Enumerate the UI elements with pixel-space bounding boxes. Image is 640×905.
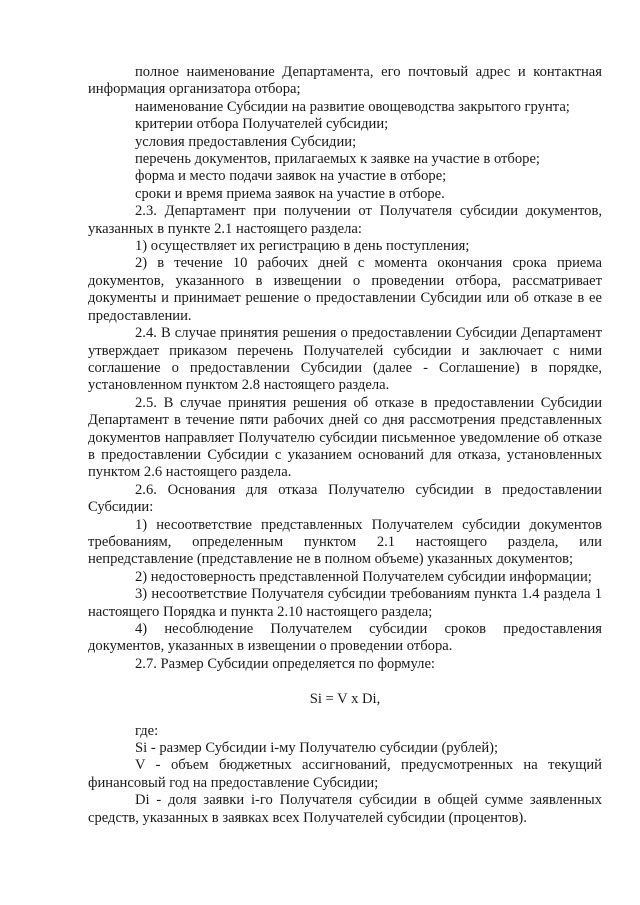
- paragraph-2-3: 2.3. Департамент при получении от Получателя субсидии документов, указанных в пункте 2.1 настоящего раздела:: [88, 203, 602, 237]
- paragraph-2-6-item-2: 2) недостоверность представленной Получателем субсидии информации;: [135, 568, 592, 585]
- paragraph-2-6-item-3: 3) несоответствие Получателя субсидии требованиям пункта 1.4 раздела 1 настоящего Порядка и пункта 2.10 настоящего раздела;: [88, 586, 602, 620]
- paragraph-documents-list: перечень документов, прилагаемых к заявке на участие в отборе;: [135, 151, 540, 168]
- paragraph-2-3-item-1: 1) осуществляет их регистрацию в день поступления;: [135, 238, 470, 255]
- paragraph-2-6: 2.6. Основания для отказа Получателю субсидии в предоставлении Субсидии:: [88, 481, 602, 516]
- paragraph-submission-time: сроки и время приема заявок на участие в отборе.: [135, 185, 445, 202]
- formula-def-di: Di - доля заявки i-го Получателя субсидии в общей сумме заявленных средств, указанных в заявках всех Получателей субсидии (процентов).: [88, 792, 602, 826]
- paragraph-2-6-item-1: 1) несоответствие представленных Получателем субсидии документов требованиям, определенным пунктом 2.1 настоящего раздела, или непредставление (представление не в полном объеме) указанных документов;: [88, 516, 602, 568]
- paragraph-2-5: 2.5. В случае принятия решения об отказе в предоставлении Субсидии Департамент в течение пяти рабочих дней со дня рассмотрения представленных документов направляет Получателю субсидии письменное уведомление об отказе в предоставлении Субсидии с указанием оснований для отказа, установленных пунктом 2.6 настоящего раздела.: [88, 394, 602, 481]
- paragraph-subsidy-name: наименование Субсидии на развитие овощеводства закрытого грунта;: [135, 98, 570, 115]
- formula: Si = V x Di,: [309, 691, 381, 708]
- paragraph-2-7: 2.7. Размер Субсидии определяется по формуле:: [135, 655, 435, 672]
- paragraph-submission-form: форма и место подачи заявок на участие в отборе;: [135, 168, 447, 185]
- formula-def-si: Si - размер Субсидии i-му Получателю субсидии (рублей);: [135, 740, 499, 757]
- paragraph-2-3-item-2: 2) в течение 10 рабочих дней с момента окончания срока приема документов, указанного в извещении о проведении отбора, рассматривает документы и принимает решение о предоставлении Субсидии или об отказе в ее предоставлении.: [88, 255, 602, 324]
- document-page: [88, 64, 602, 827]
- paragraph-criteria: критерии отбора Получателей субсидии;: [135, 116, 389, 133]
- paragraph-2-6-item-4: 4) несоблюдение Получателем субсидии сроков предоставления документов, указанных в извещении о проведении отбора.: [88, 621, 602, 655]
- formula-def-v: V - объем бюджетных ассигнований, предусмотренных на текущий финансовый год на предоставление Субсидии;: [88, 757, 602, 791]
- paragraph-conditions: условия предоставления Субсидии;: [135, 133, 357, 150]
- paragraph-organizer-info: полное наименование Департамента, его почтовый адрес и контактная информация организатора отбора;: [88, 64, 602, 98]
- paragraph-2-4: 2.4. В случае принятия решения о предоставлении Субсидии Департамент утверждает приказом перечень Получателей субсидии и заключает с ними соглашение о предоставлении Субсидии (далее - Соглашение) в порядке, установленном пунктом 2.8 настоящего раздела.: [88, 325, 602, 394]
- formula-where: где:: [135, 722, 159, 739]
